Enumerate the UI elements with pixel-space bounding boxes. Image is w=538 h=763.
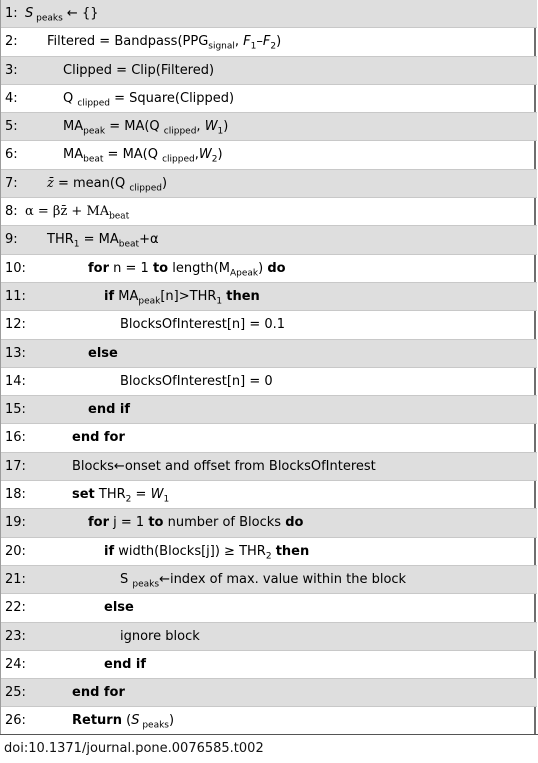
line-number: 10: [5, 260, 26, 276]
line-number: 14: [5, 373, 26, 389]
doi-citation: doi:10.1371/journal.pone.0076585.t002 [0, 734, 538, 763]
algorithm-line-17 [1, 453, 537, 481]
line-number: 6: [5, 147, 18, 163]
line-number: 5: [5, 119, 18, 135]
line-code: S $_{peaks}$ ← {} [25, 6, 99, 24]
algorithm-line-1 [1, 0, 537, 28]
line-number: 2: [5, 34, 18, 50]
line-number: 22: [5, 600, 26, 616]
line-code: end for [72, 430, 125, 446]
algorithm-line-10 [1, 255, 537, 283]
line-number: 4: [5, 90, 18, 106]
line-code: end if [104, 656, 147, 672]
line-number: 18: [5, 487, 26, 503]
line-code: for j = 1 to number of Blocks do [88, 515, 304, 531]
algorithm-line-9 [1, 226, 537, 254]
line-code: α = βz̄ + $MA_{beat}$ [25, 204, 130, 222]
algorithm-line-7 [1, 170, 537, 198]
line-code: BlocksOfInterest[n] = 0.1 [120, 317, 286, 333]
line-number: 12: [5, 317, 26, 333]
line-code: z̄ = mean(Q $_{clipped}$) [47, 175, 168, 194]
line-code: for n = 1 to $length(M_{Apeak})$ do [88, 260, 286, 279]
line-number: 26: [5, 713, 26, 729]
algorithm-line-19 [1, 509, 537, 537]
algorithm-line-24 [1, 651, 537, 679]
algorithm-rows [1, 0, 537, 736]
algorithm-line-23 [1, 623, 537, 651]
line-code: $MA_{peak} = MA(Q$ $_{clipped}$, $W_1$) [63, 119, 229, 137]
algorithm-line-16 [1, 424, 537, 452]
line-code: set $THR_2 = W_1$ [72, 487, 170, 505]
algorithm-line-4 [1, 85, 537, 113]
line-number: 13: [5, 345, 26, 361]
algorithm-line-3 [1, 57, 537, 85]
algorithm-line-11 [1, 283, 537, 311]
line-code: Q $_{clipped}$ = Square(Clipped) [63, 90, 235, 109]
line-code: end for [72, 685, 125, 701]
algorithm-line-2 [1, 28, 537, 56]
line-code: BlocksOfInterest[n] = 0 [120, 373, 273, 389]
line-number: 17: [5, 458, 26, 474]
algorithm-line-6 [1, 141, 537, 169]
algorithm-line-25 [1, 679, 537, 707]
line-number: 23: [5, 628, 26, 644]
line-number: 1: [5, 6, 18, 21]
line-code: if $MA_{peak}[n]>THR_1$ then [104, 288, 260, 307]
line-number: 20: [5, 543, 26, 559]
algorithm-line-8 [1, 198, 537, 226]
algorithm-line-22 [1, 594, 537, 622]
algorithm-line-21 [1, 566, 537, 594]
line-number: 7: [5, 175, 18, 191]
algorithm-line-12 [1, 311, 537, 339]
line-code: else [104, 600, 134, 616]
line-number: 24: [5, 656, 26, 672]
line-number: 15: [5, 402, 26, 418]
line-number: 19: [5, 515, 26, 531]
algorithm-line-18 [1, 481, 537, 509]
line-code: $THR_1 = MA_{beat}+\alpha$ [47, 232, 159, 250]
line-code: Return (S $_{peaks}$) [72, 713, 175, 732]
line-code: if width(Blocks[j]) ≥ $THR_2$ then [104, 543, 310, 562]
line-code: end if [88, 402, 131, 418]
line-code: else [88, 345, 118, 361]
algorithm-line-14 [1, 368, 537, 396]
line-code: $MA_{beat} = MA(Q$ $_{clipped},W_2$) [63, 147, 223, 166]
line-number: 11: [5, 288, 26, 304]
algorithm-line-20 [1, 538, 537, 566]
line-code: S $_{peaks}$←index of max. value within the block [120, 571, 407, 590]
algorithm-line-5 [1, 113, 537, 141]
line-number: 25: [5, 685, 26, 701]
algorithm-line-13 [1, 340, 537, 368]
algorithm-line-26 [1, 707, 537, 735]
algorithm-line-15 [1, 396, 537, 424]
line-number: 3: [5, 62, 18, 78]
line-number: 8: [5, 204, 18, 220]
line-code: Filtered = $Bandpass(PPG_{signal}$, $F_1-F_2$) [47, 34, 282, 52]
line-code: ignore block [120, 628, 200, 644]
line-number: 21: [5, 571, 26, 587]
line-number: 9: [5, 232, 18, 248]
line-number: 16: [5, 430, 26, 446]
line-code: Blocks←onset and offset from BlocksOfInterest [72, 458, 376, 474]
line-code: Clipped = Clip(Filtered) [63, 62, 215, 78]
